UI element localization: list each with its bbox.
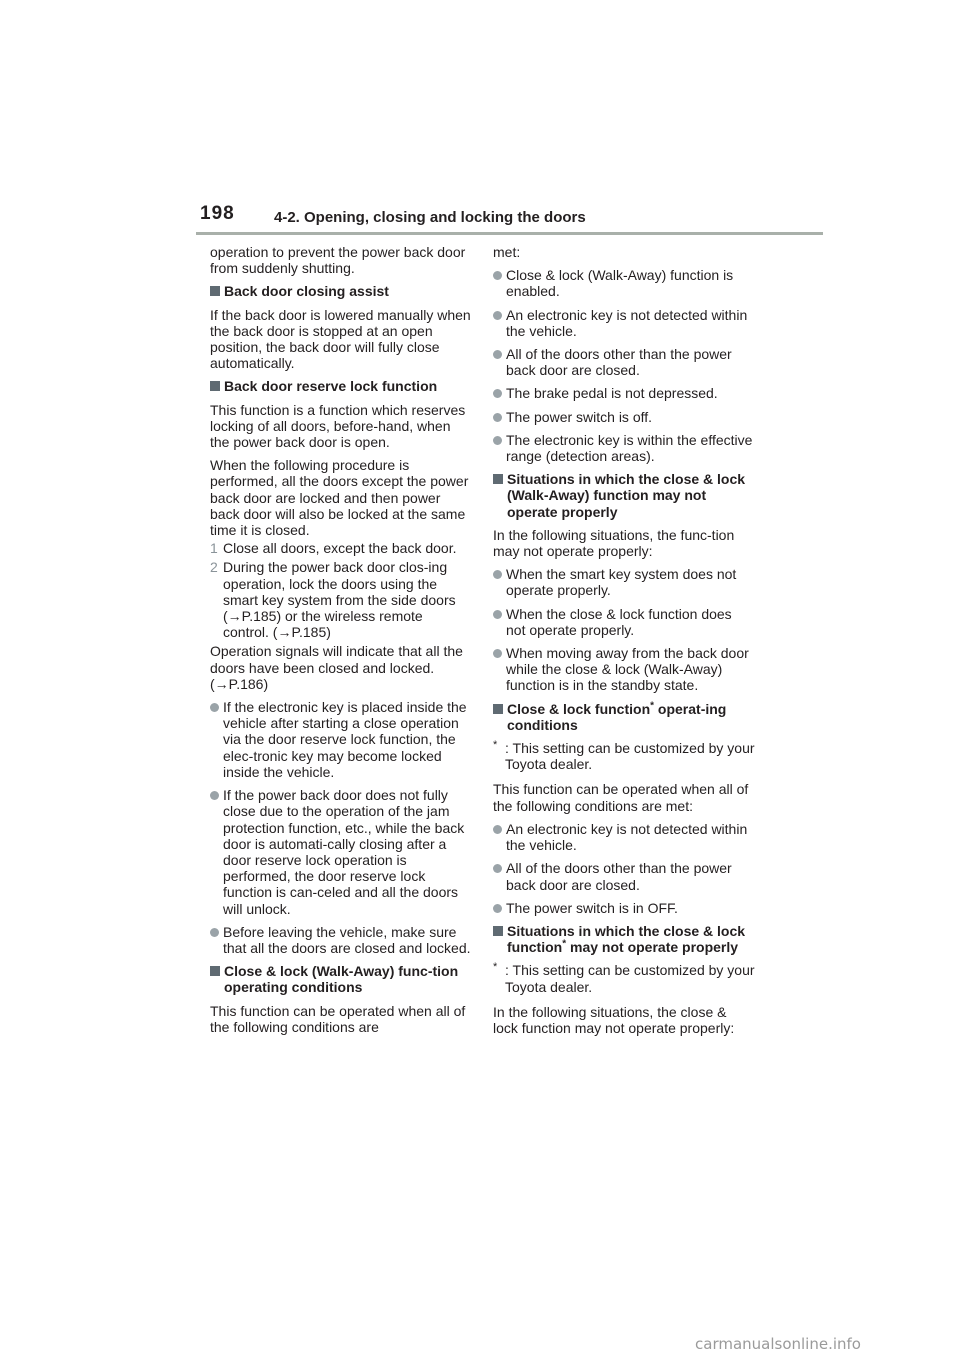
footnote-asterisk: *: [562, 938, 567, 950]
paragraph: In the following situations, the func-tion may not operate properly:: [493, 526, 735, 560]
section-title: 4-2. Opening, closing and locking the doors: [274, 209, 586, 226]
list-item: All of the doors other than the power back door are closed.: [493, 860, 755, 892]
square-bullet-icon: [210, 381, 220, 391]
list-item: If the electronic key is placed inside the vehicle after starting a close operation via the door reserve lock function, the elec-tronic key may become locked inside the vehicle.: [210, 699, 472, 780]
section-heading: Situations in which the close & lock (Walk-Away) function may not operate properly: [493, 471, 755, 520]
circle-bullet-icon: [493, 904, 502, 913]
paragraph: In the following situations, the close & lock function may not operate properly:: [493, 1003, 735, 1036]
paragraph: When the following procedure is performed, all the doors except the power back door are locked and then power back door will also be locked at the same time it is closed.: [210, 457, 469, 539]
section-heading: Situations in which the close & lock function* may not operate properly: [493, 923, 755, 955]
section-heading: Back door reserve lock function: [210, 378, 472, 394]
list-item: When the close & lock function does not operate properly.: [493, 606, 755, 638]
circle-bullet-icon: [493, 413, 502, 422]
page-header: [0, 0, 960, 240]
circle-bullet-icon: [493, 389, 502, 398]
circle-bullet-icon: [493, 350, 502, 359]
footnote-asterisk: *: [650, 700, 655, 712]
step-number: 2: [210, 559, 218, 576]
circle-bullet-icon: [493, 271, 502, 280]
step-number: 1: [210, 540, 218, 557]
paragraph: met:: [493, 244, 521, 260]
step-item: 2 During the power back door clos-ing operation, lock the doors using the smart key system from the side doors (→P.185) or the wireless remote control. (→P.185): [210, 559, 456, 641]
list-item: The power switch is in OFF.: [493, 900, 755, 916]
right-column: [493, 244, 755, 1043]
circle-bullet-icon: [493, 864, 502, 873]
paragraph: Operation signals will indicate that all the doors have been closed and locked. (→P.186): [210, 643, 463, 692]
page-number: 198: [200, 203, 235, 224]
footnote: * : This setting can be customized by your Toyota dealer.: [493, 961, 755, 995]
list-item: An electronic key is not detected within the vehicle.: [493, 821, 755, 853]
circle-bullet-icon: [493, 610, 502, 619]
paragraph: operation to prevent the power back door from suddenly shutting.: [210, 244, 466, 277]
square-bullet-icon: [210, 966, 220, 976]
list-item: If the power back door does not fully close due to the operation of the jam protection function, etc., while the back door is automati-cally closing after a door reserve lock operation is performed, the door reserve lock function is can-celed and all the doors will unlock.: [210, 787, 472, 917]
section-heading: Close & lock function* operat-ing conditions: [493, 701, 755, 733]
circle-bullet-icon: [210, 791, 219, 800]
footnote: * : This setting can be customized by your Toyota dealer.: [493, 739, 755, 773]
circle-bullet-icon: [493, 649, 502, 658]
circle-bullet-icon: [493, 436, 502, 445]
paragraph: If the back door is lowered manually when the back door is stopped at an open position, the back door will fully close automatically.: [210, 306, 471, 372]
paragraph: This function can be operated when all of the following conditions are met:: [493, 781, 749, 814]
circle-bullet-icon: [210, 928, 219, 937]
list-item: When moving away from the back door while the close & lock (Walk-Away) function is in the standby state.: [493, 645, 755, 694]
list-item: Before leaving the vehicle, make sure that all the doors are closed and locked.: [210, 924, 472, 956]
circle-bullet-icon: [210, 703, 219, 712]
circle-bullet-icon: [493, 825, 502, 834]
paragraph: This function is a function which reserves locking of all doors, before-hand, when the power back door is open.: [210, 401, 466, 451]
list-item: Close & lock (Walk-Away) function is enabled.: [493, 267, 755, 299]
watermark: carmanualsonline.info: [695, 1335, 861, 1353]
step-item: 1 Close all doors, except the back door.: [210, 540, 457, 557]
circle-bullet-icon: [493, 311, 502, 320]
list-item: The electronic key is within the effective range (detection areas).: [493, 432, 755, 464]
paragraph: This function can be operated when all of the following conditions are: [210, 1002, 466, 1035]
section-heading: Back door closing assist: [210, 283, 472, 299]
header-divider: [196, 232, 823, 235]
list-item: All of the doors other than the power back door are closed.: [493, 346, 755, 378]
circle-bullet-icon: [493, 570, 502, 579]
square-bullet-icon: [493, 704, 503, 714]
list-item: An electronic key is not detected within the vehicle.: [493, 307, 755, 339]
square-bullet-icon: [493, 474, 503, 484]
list-item: When the smart key system does not operate properly.: [493, 566, 755, 598]
square-bullet-icon: [493, 926, 503, 936]
section-heading: Close & lock (Walk-Away) func-tion operating conditions: [210, 963, 472, 995]
list-item: The power switch is off.: [493, 409, 755, 425]
square-bullet-icon: [210, 286, 220, 296]
list-item: The brake pedal is not depressed.: [493, 385, 755, 401]
left-column: [210, 244, 472, 1042]
